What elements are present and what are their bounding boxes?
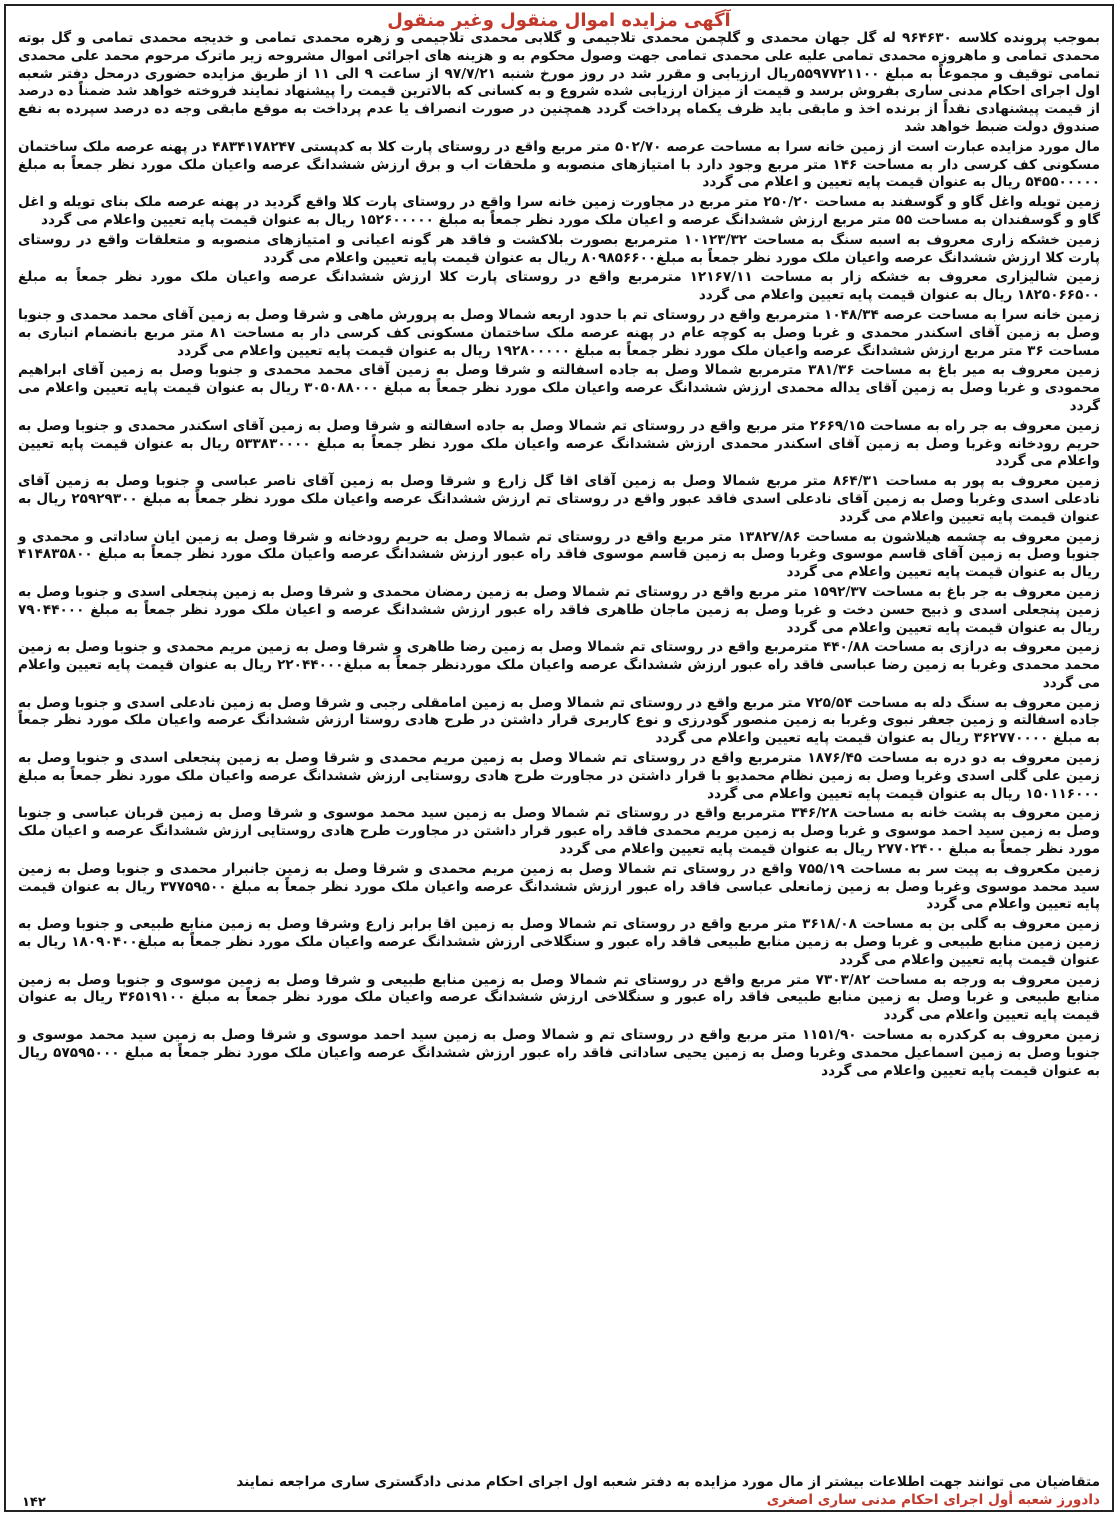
item-paragraph: زمین معروف به سنگ دله به مساحت ۷۲۵/۵۴ متر مربع واقع در روستای تم شمالا وصل به زمین امامقلی رجبی و شرقا وصل به زمین نادعلی اسدی و جنوبا وصل به جاده اسفالته و زمین جعفر نبوی وغربا به زمین منصور گودرزی و نوع کاربری قرار داشتن در طرح هادی روستا ارزش ششدانگ عرصه واعیان ملک مورد نظر جمعاً به مبلغ ۳۶۲۷۷۰۰۰۰ ریال به عنوان قیمت پایه تعیین واعلام می گردد (18, 694, 1100, 747)
item-paragraph: مال مورد مزایده عبارت است از زمین خانه سرا به مساحت عرصه ۵۰۲/۷۰ متر مربع واقع در روستای پارت کلا به کدپستی ۴۸۳۴۱۷۸۲۴۷ در پهنه عرصه ملک ساختمان مسکونی کف کرسی دار به مساحت ۱۴۶ متر مربع وجود دارد با امتیازهای منصوبه و ملحقات اب و برق ارزش ششدانگ عرصه واعیان ملک مورد نظر جمعاً به مبلغ ۵۴۵۵۰۰۰۰۰ ریال به عنوان قیمت پایه تعیین و اعلام می گردد (18, 138, 1101, 191)
item-paragraph: زمین تویله واغل گاو و گوسفند به مساحت ۲۵۰/۲۰ متر مربع در مجاورت زمین خانه سرا واقع در روستای پارت کلا واقع گردید در پهنه عرصه ملک بنای تویله و اغل گاو و گوسفندان به مساحت ۵۵ متر مربع ارزش ششدانگ عرصه و اعیان ملک مورد نظر جمعاً به مبلغ ۱۵۲۶۰۰۰۰۰ ریال به عنوان قیمت پایه تعیین واعلام می گردد (18, 194, 1100, 228)
item-paragraph: زمین خانه سرا به مساحت عرصه ۱۰۴۸/۳۴ مترمربع واقع در روستای تم با حدود اربعه شمالا وصل به پرورش ماهی و شرقا وصل به زمین آقای محمد محمدی و جنوبا وصل به زمین آقای اسکندر محمدی و غربا وصل به کوچه عام در پهنه عرصه ملک ساختمان مسکونی کف کرسی دار به مساحت ۸۱ متر مربع بانضمام انباری به مساحت ۳۶ متر مربع ارزش ششدانگ عرصه واعیان ملک مورد نظر جمعاً به مبلغ ۱۹۲۸۰۰۰۰۰ ریال به عنوان قیمت پایه تعیین واعلام می گردد (18, 306, 1100, 359)
item-paragraph: زمین خشکه زاری معروف به اسبه سنگ به مساحت ۱۰۱۲۳/۳۲ مترمربع بصورت بلاکشت و فاقد هر گونه اعیانی و امتیازهای منصوبه و متعلقات واقع در روستای پارت کلا ارزش ششدانگ عرصه واعیان ملک مورد نظر جمعاً به مبلغ۸۰۹۸۵۶۶۰۰ ریال به عنوان قیمت پایه تعیین واعلام می گردد (18, 231, 1100, 266)
item-paragraph: زمین معروف به چشمه هیلاشون به مساحت ۱۳۸۲۷/۸۶ متر مربع واقع در روستای تم شمالا وصل به حریم رودخانه و شرقا وصل به زمین ایان ساداتی و محمدی و جنوبا وصل به زمین آقای قاسم موسوی وغربا وصل به زمین قاسم موسوی فاقد راه عبور ارزش ششدانگ عرصه واعیان ملک مورد نظر جمعاً به مبلغ ۴۱۴۸۳۵۸۰۰ ریال به عنوان قیمت پایه تعیین واعلام می گردد (18, 528, 1100, 581)
item-paragraph: زمین معروف به دو دره به مساحت ۱۸۷۶/۴۵ مترمربع واقع در روستای تم شمالا وصل به زمین مریم محمدی و شرقا وصل به زمین پنجعلی اسدی و جنوبا وصل به زمین علی گلی اسدی وغربا وصل به زمین نظام محمدیو با قرار داشتن در مجاورت طرح هادی روستایی ارزش ششدانگ عرصه واعیان ملک مورد نظر جمعاً به مبلغ ۱۵۰۱۱۶۰۰۰ ریال به عنوان قیمت پایه تعیین واعلام می گردد (18, 750, 1100, 802)
item-paragraph: زمین معروف به پور به مساحت ۸۶۴/۳۱ متر مربع شمالا وصل به زمین آقای اقا گل زارع و شرقا وصل به زمین آقای ناصر عباسی و جنوبا وصل به زمین آقای نادعلی اسدی وغربا وصل به زمین آقای نادعلی اسدی فاقد عبور واقع در روستای تم ارزش ششدانگ عرصه واعیان ملک مورد نظر جمعاً به مبلغ ۲۵۹۲۹۳۰۰ ریال به عنوان قیمت پایه تعیین واعلام می گردد (18, 473, 1100, 525)
item-paragraph: زمین شالیزاری معروف به خشکه زار به مساحت ۱۲۱۶۷/۱۱ مترمربع واقع در روستای پارت کلا ارزش ششدانگ عرصه واعیان ملک مورد نظر جمعاً به مبلغ ۱۸۲۵۰۶۶۵۰۰ ریال به عنوان قیمت پایه تعیین واعلام می گردد (18, 269, 1100, 304)
page-number: ۱۴۲ (22, 1495, 46, 1510)
signature-line: دادورز شعبه أول اجرای احکام مدنی ساری اصغری (766, 1492, 1100, 1508)
item-paragraph: زمین معروف به ورجه به مساحت ۷۳۰۳/۸۲ متر مربع واقع در روستای تم شمالا وصل به زمین منابع طبیعی و شرقا وصل به زمین موسوی و جنوبا وصل به زمین منابع طبیعی و غربا وصل به زمین منابع طبیعی فاقد راه عبور و سنگلاخی ارزش ششدانگ عرصه واعیان ملک مورد نظر جمعاً به مبلغ ۳۶۵۱۹۱۰۰ ریال به عنوان قیمت پایه تعیین واعلام می گردد (18, 971, 1100, 1024)
closing-note: متقاضیان می توانند جهت اطلاعات بیشتر از مال مورد مزایده به دفتر شعبه اول اجرای احکام مدنی دادگستری ساری مراجعه نمایند (236, 1474, 1100, 1490)
item-paragraph: زمین معروف به میر باغ به مساحت ۳۸۱/۳۶ مترمربع شمالا وصل به جاده اسفالته و شرقا وصل به زمین آقای محمد محمدی و جنوبا وصل به زمین آقای ابراهیم محمودی و غربا وصل به زمین آقای یداله محمدی ارزش ششدانگ عرصه واعیان ملک مورد نظر جمعاً به مبلغ ۳۰۵۰۸۸۰۰۰ ریال به عنوان قیمت پایه تعیین واعلام می گردد (18, 362, 1100, 414)
notice-body (18, 30, 1100, 1082)
notice-title: آگهی مزایده اموال منقول وغیر منقول (387, 10, 731, 31)
item-paragraph: زمین معروف به کرکدره به مساحت ۱۱۵۱/۹۰ متر مربع واقع در روستای تم و شمالا وصل به زمین سید احمد موسوی و شرقا وصل به زمین سید محمد موسوی و جنوبا وصل به زمین اسماعیل محمدی وغربا وصل به زمین یحیی ساداتی فاقد راه عبور ارزش ششدانگ عرصه واعیان ملک مورد نظر جمعاً به مبلغ ۵۷۵۹۵۰۰۰ ریال به عنوان قیمت پایه تعیین واعلام می گردد (18, 1027, 1100, 1079)
notice-footer (18, 1474, 1100, 1508)
item-paragraph: زمین معروف به جر باغ به مساحت ۱۵۹۲/۳۷ متر مربع واقع در روستای تم شمالا وصل به زمین رمضان محمدی و شرقا وصل به زمین پنجعلی اسدی و جنوبا وصل به زمین پنجعلی اسدی و ذبیح حسن دخت و غربا وصل به زمین ماجان طاهری فاقد راه عبور ارزش ششدانگ عرصه و اعیان ملک مورد نظر جمعاً به مبلغ ۷۹۰۴۴۰۰۰ ریال به عنوان قیمت پایه تعیین واعلام می گردد (18, 583, 1100, 636)
item-paragraph: زمین معروف به جر راه به مساحت ۲۶۶۹/۱۵ متر مربع واقع در روستای تم شمالا وصل به جاده اسفالته و شرقا وصل به زمین آقای اسکندر محمدی و جنوبا وصل به حریم رودخانه وغربا وصل به زمین آقای اسکندر محمدی ارزش ششدانگ عرصه واعیان ملک مورد نظر جمعاً به مبلغ ۵۳۳۸۳۰۰۰۰ ریال به عنوان قیمت پایه تعیین واعلام می گردد (18, 417, 1100, 470)
intro-paragraph: بموجب پرونده کلاسه ۹۶۴۶۳۰ له گل جهان محمدی و گلچمن محمدی تلاجیمی و گلابی محمدی تلاجیمی و زهره محمدی تمامی و خدیجه محمدی تمامی و گل بوته محمدی تمامی و ماهروزه محمدی تمامی علیه علی محمدی تمامی جهت وصول محکوم به و هزینه های اجرائی اموال مشروحه زیر ماترک مرحوم محمد علی محمدی تمامی توقیف و مجموعاً به مبلغ ۵۵۹۷۷۲۱۱۰۰ریال ارزیابی و مقرر شد در روز مورخ شنبه ۹۷/۷/۲۱ از ساعت ۹ الی ۱۱ از طریق مزایده حضوری درمحل دفتر شعبه اول اجرای احکام مدنی ساری بفروش برسد و قیمت از میزان ارزیابی شده شروع و به کسانی که بالاترین قیمت را پیشنهاد نمایند فروخته خواهد شد ضمناً ده درصد از قیمت پیشنهادی نقداً از برنده اخذ و مابقی باید ظرف یکماه پرداخت گردد همچنین در صورت انصراف یا عدم پرداخت به موقع مابقی وجه ده درصد سپرده به نفع صندوق دولت ضبط خواهد شد (18, 30, 1100, 135)
item-paragraph: زمین معروف به پشت خانه به مساحت ۳۴۶/۲۸ مترمربع واقع در روستای تم شمالا وصل به زمین سید محمد موسوی و شرقا وصل به زمین قربان عباسی و جنوبا وصل به زمین سید احمد موسوی و غربا وصل به زمین مریم محمدی فاقد راه عبور قرار داشتن در مجاورت طرح هادی روستایی ارزش ششدانگ عرصه و اعیان ملک مورد نظر جمعاً به مبلغ ۲۷۷۰۲۴۰۰ ریال به عنوان قیمت پایه تعیین واعلام می گردد (18, 805, 1100, 858)
item-paragraph: زمین معروف به درازی به مساحت ۴۴۰/۸۸ مترمربع واقع در روستای تم شمالا وصل به زمین رضا طاهری و شرقا وصل به زمین مریم محمدی و جنوبا وصل به زمین محمد محمدی وغربا به زمین رضا عباسی فاقد راه عبور ارزش ششدانگ عرصه واعیان ملک موردنظر جمعاً به مبلغ۲۲۰۴۴۰۰۰ ریال به عنوان قیمت پایه تعیین واعلام می گردد (18, 639, 1100, 691)
item-paragraph: زمین مکعروف به پیت سر به مساحت ۷۵۵/۱۹ واقع در روستای تم شمالا وصل به زمین مریم محمدی و شرقا وصل به زمین جانبرار محمدی و جنوبا وصل به زمین سید محمد موسوی وغربا وصل به زمین زمانعلی عباسی فاقد راه عبور ارزش ششدانگ عرصه واعیان ملک مورد نظر جمعاً به مبلغ ۳۷۷۵۹۵۰۰ ریال به عنوان قیمت پایه تعیین واعلام می گردد (18, 860, 1101, 913)
item-paragraph: زمین معروف به گلی بن به مساحت ۳۶۱۸/۰۸ متر مربع واقع در روستای تم شمالا وصل به زمین اقا برابر زارع وشرقا وصل به زمین منابع طبیعی و جنوبا وصل به زمین زمین منابع طبیعی و غربا وصل به زمین منابع طبیعی فاقد راه عبور و سنگلاخی ارزش ششدانگ عرصه واعیان ملک مورد نظر جمعاً به مبلغ۱۸۰۹۰۴۰۰ ریال به عنوان قیمت پایه تعیین واعلام می گردد (18, 916, 1100, 968)
